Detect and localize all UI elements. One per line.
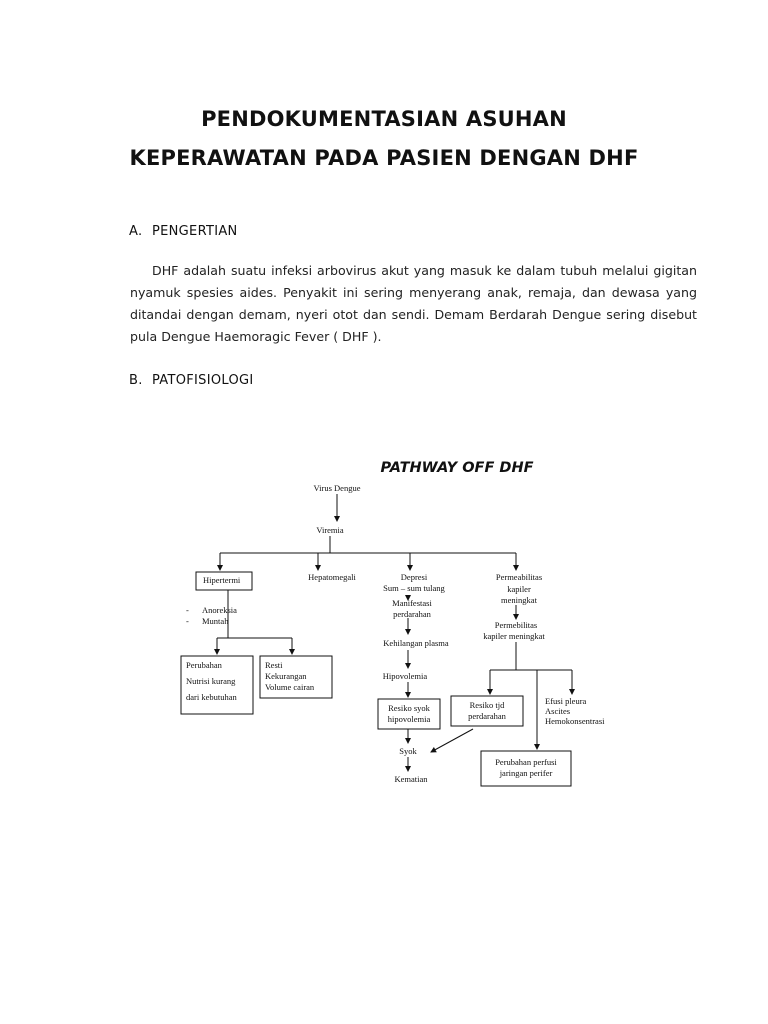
paragraph-line: DHF adalah suatu infeksi arbovirus akut yang masuk ke dalam tubuh melalui gigitan <box>152 263 697 278</box>
node-virus-dengue: Virus Dengue <box>313 483 361 493</box>
node-permeabilitas: Permeabilitas <box>495 572 543 582</box>
node-permeabilitas-sub: meningkat <box>501 595 537 605</box>
node-efusi-pleura: Efusi pleura <box>545 696 587 706</box>
paragraph-line: nyamuk spesies aides. Penyakit ini sering menyerang anak, remaja, dan dewasa yang <box>130 285 697 300</box>
node-kehilangan-plasma: Kehilangan plasma <box>383 638 449 648</box>
node-resiko-syok-sub: hipovolemia <box>387 714 431 724</box>
node-kematian: Kematian <box>394 774 428 784</box>
node-perubahan-sub: Nutrisi kurang <box>186 676 236 686</box>
paragraph-line: pula Dengue Haemoragic Fever ( DHF ). <box>130 329 382 344</box>
connector-line <box>431 729 473 752</box>
node-perubahan-sub: dari kebutuhan <box>186 692 237 702</box>
node-manifestasi-sub: perdarahan <box>393 609 431 619</box>
node-perubahan-perfusi-sub: jaringan perifer <box>499 768 553 778</box>
node-anoreksia: Anoreksia <box>202 605 237 615</box>
node-ascites: Ascites <box>545 706 571 716</box>
node-permeabilitas-kapiler: Permebilitas <box>494 620 538 630</box>
section-label: PENGERTIAN <box>152 224 238 239</box>
node-hipovolemia: Hipovolemia <box>382 671 428 681</box>
paragraph-line: ditandai dengan demam, nyeri otot dan sendi. Demam Berdarah Dengue sering disebut <box>130 307 697 322</box>
section-number: A. <box>129 224 143 239</box>
node-manifestasi: Manifestasi <box>392 598 432 608</box>
node-syok: Syok <box>399 746 417 756</box>
section-number: B. <box>129 373 143 388</box>
node-resti-sub: Kekurangan <box>265 671 307 681</box>
section-label: PATOFISIOLOGI <box>152 373 254 388</box>
node-hemokonsentrasi: Hemokonsentrasi <box>545 716 605 726</box>
node-permeabilitas-sub: kapiler <box>507 584 531 594</box>
node-perubahan: Perubahan <box>186 660 222 670</box>
node-hepatomegali: Hepatomegali <box>308 572 356 582</box>
node-permeabilitas-kapiler-sub: kapiler meningkat <box>483 631 545 641</box>
bullet-dash: - <box>186 616 189 626</box>
bullet-dash: - <box>186 605 189 615</box>
node-hipertermi: Hipertermi <box>203 575 241 585</box>
document-title-line-2: KEPERAWATAN PADA PASIEN DENGAN DHF <box>129 146 639 170</box>
node-resiko-syok: Resiko syok <box>388 703 430 713</box>
pathway-title: PATHWAY OFF DHF <box>380 460 534 476</box>
document-title-line-1: PENDOKUMENTASIAN ASUHAN <box>201 107 567 131</box>
node-depresi: Depresi <box>400 572 428 582</box>
node-depresi-sub: Sum – sum tulang <box>383 583 445 593</box>
node-resti: Resti <box>265 660 283 670</box>
node-viremia: Viremia <box>316 525 344 535</box>
node-perubahan-perfusi: Perubahan perfusi <box>495 757 557 767</box>
node-resti-sub: Volume cairan <box>265 682 315 692</box>
node-resiko-perdarahan-sub: perdarahan <box>468 711 506 721</box>
node-resiko-perdarahan: Resiko tjd <box>469 700 505 710</box>
node-muntah: Muntah <box>202 616 229 626</box>
